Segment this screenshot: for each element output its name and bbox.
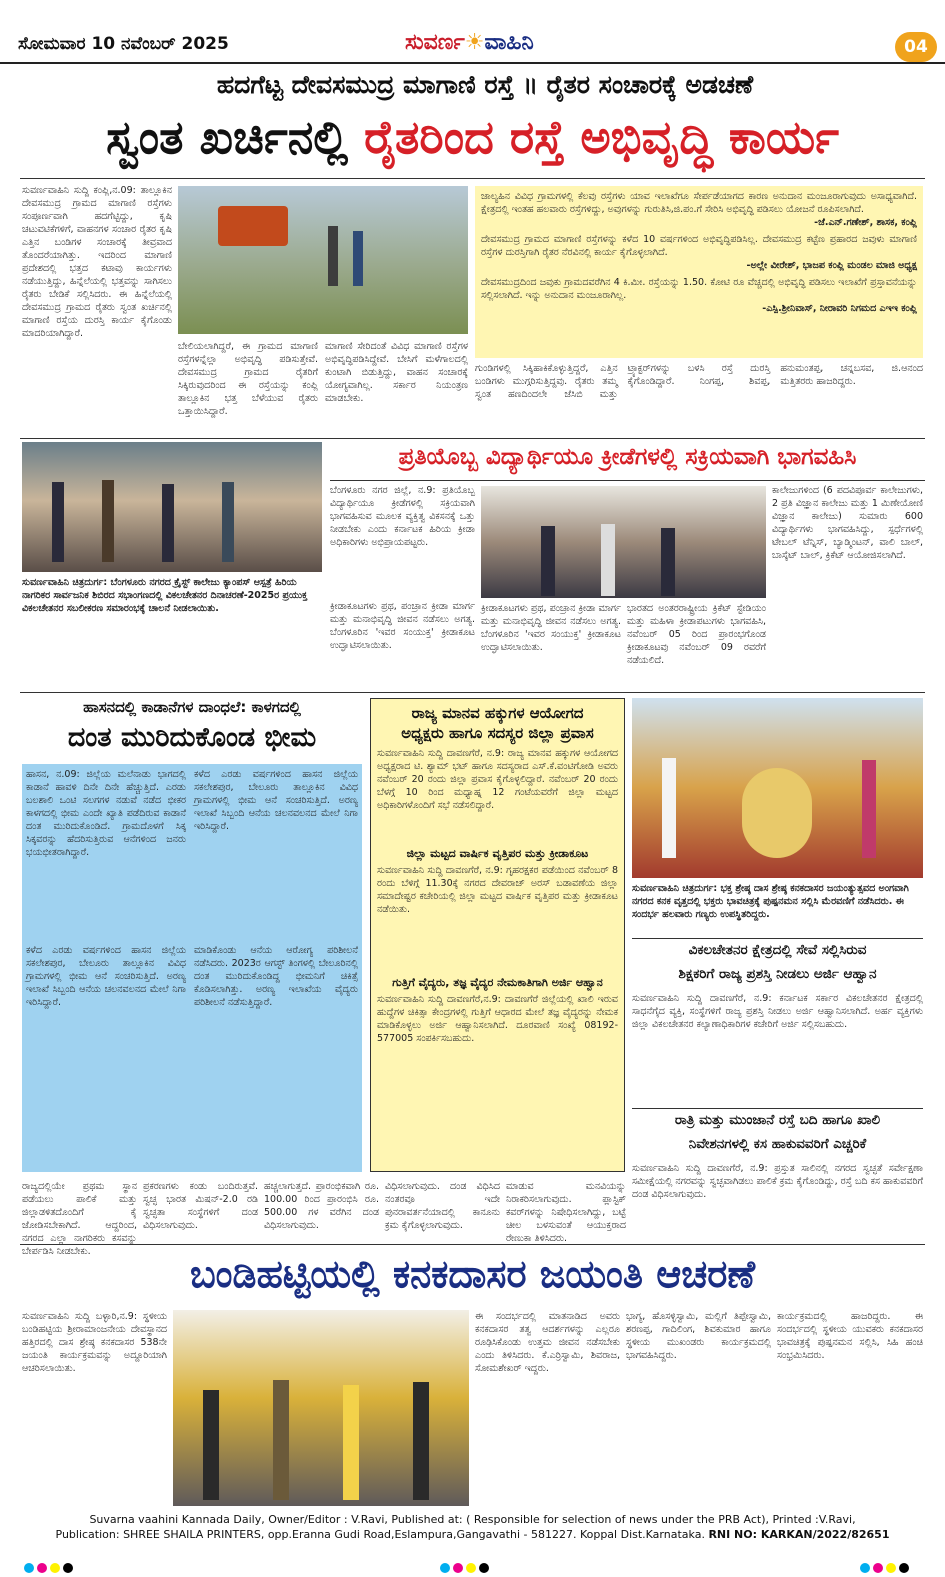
- person-shape: [662, 758, 676, 858]
- quote-srinivas-byline: -ಎಸ್ಪಿ.ಶ್ರೀನಿವಾಸ್, ನೀರಾವರಿ ನಿಗಮದ ಎಇಇ ಕಂಪ್ಲಿ: [762, 303, 917, 314]
- event-photo-lamp-lighting: [22, 442, 322, 572]
- hrc-title-line2: ಅಧ್ಯಕ್ಷರು ಹಾಗೂ ಸದಸ್ಯರ ಜಿಲ್ಲಾ ಪ್ರವಾಸ: [401, 724, 594, 742]
- person-shape: [52, 482, 64, 562]
- divider: [20, 178, 925, 179]
- sports-column-2: ಕಾಲೇಜುಗಳಿಂದ (6 ಪದವಿಪೂರ್ವ ಕಾಲೇಜುಗಳು, 2 ಪ್ರತಿ ವಿಜ್ಞಾನ ಕಾಲೇಜು ಮತ್ತು 1 ಮಿಣೇಯೋಣಿ ವಿಜ್ಞಾನ ಕಾಲೇಜು) ಸುಮಾರು 600 ವಿದ್ಯಾರ್ಥಿಗಳು ಭಾಗವಹಿಸಿದ್ದು, ಸ್ಪರ್ಧೆಗಳಲ್ಲಿ ಟೇಬಲ್ ಟೆನ್ನಿಸ್, ಬ್ಯಾಡ್ಮಿಂಟನ್, ವಾಲಿ ಬಾಲ್, ಬಾಸ್ಕೆಟ್ ಬಾಲ್, ಕ್ರಿಕೆಟ್ ಆಯೋಜಿಸಲಾಗಿದೆ.: [772, 485, 923, 561]
- magenta-dot-icon: [873, 1563, 883, 1573]
- person-shape: [273, 1380, 289, 1500]
- hrc-sports-meet-body: ಸುವರ್ಣವಾಹಿನಿ ಸುದ್ದಿ ದಾವಣಗೆರೆ, ನ.9: ಗೃಹರಕ್ಷಕರ ಪಡೆಯಿಂದ ನವೆಂಬರ್ 8 ರಂದು ಬೆಳಿಗ್ಗೆ 11.30ಕ್ಕೆ ನಗರದ ದೇವರಾಜ್ ಅರಸ್ ಬಡಾವಣೆಯ ಜಿಲ್ಲಾ ಸಮಾದೇಷ್ಟರ ಕಚೇರಿಯಲ್ಲಿ ಜಿಲ್ಲಾ ಮಟ್ಟದ ವಾರ್ಷಿಕ ವೃತ್ತಿಪರ ಮತ್ತು ಕ್ರೀಡಾಕೂಟ ನಡೆಯಿತು.: [377, 865, 618, 915]
- hassan-kicker: ಹಾಸನದಲ್ಲಿ ಕಾಡಾನೆಗಳ ದಾಂಧಲೆ: ಕಾಳಗದಲ್ಲಿ: [83, 698, 301, 716]
- lead-column-1: ಸುವರ್ಣವಾಹಿನಿ ಸುದ್ದಿ ಕಂಪ್ಲಿ,ನ.09: ತಾಲ್ಲೂಕಿನ ದೇವಸಮುದ್ರ ಗ್ರಾಮದ ಮಾಗಾಣಿ ರಸ್ತೆಗಳು ಸಂಪೂರ್ಣವಾಗಿ ಹದಗೆಟ್ಟಿದ್ದು, ಕೃಷಿ ಚಟುವಟಿಕೆಗಳಿಗೆ, ವಾಹನಗಳ ಸಂಚಾರ ರೈತರ ಕೃಷಿ ಎತ್ತಿನ ಬಂಡಿಗಳ ಸಂಚಾರಕ್ಕೆ ತೀವ್ರವಾದ ತೊಂದರೆಯಾಗಿತ್ತು. ಇದರಿಂದ ಮಾಗಾಣಿ ಪ್ರದೇಶದಲ್ಲಿ ಭತ್ತದ ಕಟಾವು ಕಾರ್ಯಗಳು ನಡೆಯುತ್ತಿದ್ದು, ಹಿನ್ನೆಲೆಯಲ್ಲಿ ಭತ್ತವನ್ನು ಸಾಗಿಸಲು ರೈತರು ಬೇಡಿಕೆ ಸಲ್ಲಿಸಿದರು. ಈ ಹಿನ್ನೆಲೆಯಲ್ಲಿ ದೇವಸಮುದ್ರ ಗ್ರಾಮದ ರೈತರು ಸ್ವಂತ ಖರ್ಚಿನಲ್ಲಿ ಮಾಗಾಣಿ ರಸ್ತೆಯ ದುರಸ್ತಿ ಕಾರ್ಯ ಕೈಗೊಂಡು ಮಾದರಿಯಾಗಿದ್ದಾರೆ.: [22, 185, 172, 339]
- imprint-line-2: [0, 1527, 945, 1542]
- black-dot-icon: [899, 1563, 909, 1573]
- lead-column-2: ಮಾಗಾಣಿ ಸೇರಿದಂತೆ ವಿವಿಧ ಮಾಗಾಣಿ ರಸ್ತೆಗಳ ಅಭಿವೃದ್ಧಿಪಡಿಸಿದ್ದೇವೆ. ಬೇಸಿಗೆ ಮಳೆಗಾಲದಲ್ಲಿ ಕುಂಟಾಗಿ ಬಿಡುತ್ತಿದ್ದು, ವಾಹನ ಸಂಚಾರಕ್ಕೆ ಯೋಗ್ಯವಾಗಿಲ್ಲ. ಸರ್ಕಾರ ನಿಯಂತ್ರಣ ಮಾಡಬೇಕು.: [325, 341, 468, 404]
- sports-column-3: ಕ್ರೀಡಾಕೂಟಗಳು ಪ್ರಥ, ಪಂಚ್ರಾನ ಕ್ರೀಡಾ ಮಾರ್ಗ ಮತ್ತು ಮನಾಭಿವೃದ್ಧಿ ಜೀವನ ನಡೆಸಲು ಅಗತ್ಯ. ಬೆಂಗಳೂರಿನ 'ಇವರ ಸಂಯುಕ್ತ' ಕ್ರೀಡಾಕೂಟ ಉದ್ಘಾಟಿಸಲಾಯಿತು.: [481, 603, 621, 653]
- registration-marks-center: [440, 1558, 520, 1570]
- black-dot-icon: [479, 1563, 489, 1573]
- garbage-column-2: ಪ್ರಕರಣಗಳು ಕಂಡು ಬಂದಿರುತ್ತವೆ. ಸ್ವಚ್ಛ ಭಾರತ ಮಿಷನ್-2.0 ರಡಿ ಸ್ವಚ್ಛತಾ ಸಂಸ್ಥೆಗಳಿಗೆ ದಂಡ ವಿಧಿಸಲಾಗುವುದು.: [143, 1181, 258, 1231]
- hrc-doctors-body: ಸುವರ್ಣವಾಹಿನಿ ಸುದ್ದಿ ದಾವಣಗೆರೆ,ನ.9: ದಾವಣಗೆರೆ ಜಿಲ್ಲೆಯಲ್ಲಿ ಖಾಲಿ ಇರುವ ಹುದ್ದೆಗಳ ಚಿಕಿತ್ಸಾ ಕೇಂದ್ರಗಳಲ್ಲಿ ಗುತ್ತಿಗೆ ಆಧಾರದ ಮೇಲೆ ತಜ್ಞ ವೈದ್ಯರನ್ನು ನೇಮಕ ಮಾಡಿಕೊಳ್ಳಲು ಅರ್ಜಿ ಆಹ್ವಾನಿಸಲಾಗಿದೆ. ದೂರವಾಣಿ ಸಂಖ್ಯೆ 08192-577005 ಸಂಪರ್ಕಿಸಬಹುದು.: [377, 994, 618, 1044]
- imprint-publication: Publication: SHREE SHAILA PRINTERS, opp.Eranna Gudi Road,Eslampura,Gangavathi - 581227. Koppal Dist.Karnataka.: [55, 1528, 705, 1541]
- garbage-column-1: ರಾಜ್ಯದಲ್ಲಿಯೇ ಪ್ರಥಮ ಸ್ಥಾನ ಪಡೆಯಲು ಪಾಲಿಕೆ ಮತ್ತು ಜಿಲ್ಲಾಡಳಿತದೊಂದಿಗೆ ಕೈ ಜೋಡಿಸಬೇಕಾಗಿದೆ. ಆದ್ದರಿಂದ, ನಗರದ ಎಲ್ಲಾ ನಾಗರಿಕರು ಕಸವನ್ನು ಬೇರ್ಪಡಿಸಿ ನೀಡಬೇಕು.: [22, 1181, 137, 1257]
- imprint-line-1: Suvarna vaahini Kannada Daily, Owner/Editor : V.Ravi, Published at: ( Responsible for selection of news under the PRB Act), Printed :V.Ravi,: [89, 1513, 856, 1526]
- divider: [632, 1108, 923, 1109]
- lead-kicker: ಹದಗೆಟ್ಟ ದೇವಸಮುದ್ರ ಮಾಗಾಣಿ ರಸ್ತೆ ॥ ರೈತರ ಸಂಚಾರಕ್ಕೆ ಅಡಚಣೆ: [216, 70, 754, 99]
- person-shape: [601, 524, 615, 596]
- registration-marks-right: [860, 1558, 940, 1570]
- sports-photo-inauguration: [481, 486, 766, 598]
- hrc-title-line1: ರಾಜ್ಯ ಮಾನವ ಹಕ್ಕುಗಳ ಆಯೋಗದ: [411, 704, 584, 722]
- hassan-column-1: ಹಾಸನ, ನ.09: ಜಿಲ್ಲೆಯ ಮಲೆನಾಡು ಭಾಗದಲ್ಲಿ ಕಾಡಾನೆ ಹಾವಳಿ ದಿನೇ ದಿನೇ ಹೆಚ್ಚುತ್ತಿದೆ. ಎರಡು ಬಲಶಾಲಿ ಒಂಟಿ ಸಲಗಗಳ ನಡುವೆ ನಡೆದ ಭೀಕರ ಕಾಳಗದಲ್ಲಿ ಭೀಮ ಎಂದೇ ಖ್ಯಾತಿ ಪಡೆದಿರುವ ಕಾಡಾನೆ ದಂತ ಮುರಿದುಕೊಂಡಿದೆ. ಗ್ರಾಮದೊಳಗೆ ಸಿಕ್ಕ ಸಿಕ್ಕವರನ್ನು ಹೆದರಿಸುತ್ತಿರುವ ಆನೆಗಳಿಂದ ಜನರು ಭಯಭೀತರಾಗಿದ್ದಾರೆ.: [26, 769, 186, 858]
- lead-headline-red: ರೈತರಿಂದ ರಸ್ತೆ ಅಭಿವೃದ್ಧಿ ಕಾರ್ಯ: [364, 110, 839, 164]
- award-body: ಸುವರ್ಣವಾಹಿನಿ ಸುದ್ದಿ ದಾವಣಗೆರೆ, ನ.9: ಕರ್ನಾಟಕ ಸರ್ಕಾರ ವಿಕಲಚೇತನರ ಕ್ಷೇತ್ರದಲ್ಲಿ ಸಾಧನೆಗೈದ ವ್ಯಕ್ತಿ, ಸಂಸ್ಥೆಗಳಿಗೆ ರಾಜ್ಯ ಪ್ರಶಸ್ತಿ ನೀಡಲು ಅರ್ಜಿ ಆಹ್ವಾನಿಸಲಾಗಿದೆ. ಅರ್ಹ ವ್ಯಕ್ತಿಗಳು ಜಿಲ್ಲಾ ವಿಕಲಚೇತನರ ಕಲ್ಯಾಣಾಧಿಕಾರಿಗಳ ಕಚೇರಿಗೆ ಅರ್ಜಿ ಸಲ್ಲಿಸಬಹುದು.: [632, 993, 923, 1030]
- kanaka-column-1: ಸುವರ್ಣವಾಹಿನಿ ಸುದ್ದಿ ಬಳ್ಳಾರಿ,ನ.9: ಸ್ಥಳೀಯ ಬಂಡಿಹಟ್ಟಿಯ ಶ್ರೀರಾಮಾಂಜನೇಯ ದೇವಸ್ಥಾನದ ಹತ್ತಿರದಲ್ಲಿ ದಾಸ ಶ್ರೇಷ್ಠ ಕನಕದಾಸರ 538ನೇ ಜಯಂತಿ ಕಾರ್ಯಕ್ರಮವನ್ನು ಅದ್ದೂರಿಯಾಗಿ ಆಚರಿಸಲಾಯಿತು.: [22, 1311, 167, 1374]
- kanaka-jayanti-photo: [173, 1310, 469, 1506]
- person-shape: [102, 480, 114, 562]
- person-shape: [222, 482, 234, 562]
- hassan-column-4: ಮಾಡಿಕೊಂಡು ಆನೆಯ ಆರೋಗ್ಯ ಪರಿಶೀಲನೆ ನಡೆಸಿದರು. 2023ರ ಆಗಸ್ಟ್ ತಿಂಗಳಲ್ಲಿ ಬೇಲೂರಿನಲ್ಲಿ ದಂತ ಮುರಿದುಕೊಂಡಿದ್ದ ಭೀಮನಿಗೆ ಚಿಕಿತ್ಸೆ ಕೊಡಿಸಲಾಗಿತ್ತು. ಅರಣ್ಯ ಇಲಾಖೆಯ ವೈದ್ಯರು ಪರಿಶೀಲನೆ ನಡೆಸುತ್ತಿದ್ದಾರೆ.: [194, 945, 358, 1008]
- registration-marks-left: [24, 1558, 104, 1570]
- person-shape: [541, 526, 555, 596]
- logo-part-suvarna: ಸುವರ್ಣ: [405, 30, 465, 55]
- cyan-dot-icon: [440, 1563, 450, 1573]
- sports-column-1b: ಕ್ರೀಡಾಕೂಟಗಳು ಪ್ರಥ, ಪಂಚ್ರಾನ ಕ್ರೀಡಾ ಮಾರ್ಗ ಮತ್ತು ಮನಾಭಿವೃದ್ಧಿ ಜೀವನ ನಡೆಸಲು ಅಗತ್ಯ. ಬೆಂಗಳೂರಿನ 'ಇವರ ಸಂಯುಕ್ತ' ಕ್ರೀಡಾಕೂಟ ಉದ್ಘಾಟಿಸಲಾಯಿತು.: [330, 601, 475, 651]
- page-number: 04: [895, 32, 937, 62]
- quote-ganesh: ಜಾಲ್ಯಹಿನ ವಿವಿಧ ಗ್ರಾಮಗಳಲ್ಲಿ ಕೆಲವು ರಸ್ತೆಗಳು ಯಾವ ಇಲಾಖೆಗೂ ಸೇರ್ಪಡೆಯಾಗದ ಕಾರಣ ಅನುದಾನ ಮಂಜೂರಾಗುವುದು ಅಸಾಧ್ಯವಾಗಿದೆ. ಕ್ಷೇತ್ರದಲ್ಲಿ ಇಂತಹ ಹಲವಾರು ರಸ್ತೆಗಳಿದ್ದು, ಅವುಗಳನ್ನು ಗುರುತಿಸಿ,ಜಿ.ಪಂ.ಗೆ ಸೇರಿಸಿ ಅಭಿವೃದ್ಧಿ ಪಡಿಸಲು ಯೋಜನೆ ರೂಪಿಸಲಾಗಿದೆ.: [481, 191, 917, 215]
- garbage-column-5: ಮಾಡುವ ಮನವಿಯನ್ನು ನಿರಾಕರಿಸಲಾಗುವುದು. ಪ್ಲಾಸ್ಟಿಕ್ ಕವರ್‌ಗಳನ್ನು ನಿಷೇಧಿಸಲಾಗಿದ್ದು, ಬಟ್ಟೆ ಚೀಲ ಬಳಸುವಂತೆ ಆಯುಕ್ತರಾದ ರೇಣುಕಾ ತಿಳಿಸಿದರು.: [506, 1181, 626, 1244]
- lead-headline-black: ಸ್ವಂತ ಖರ್ಚಿನಲ್ಲಿ: [106, 110, 349, 164]
- hrc-subhead-sports-meet: ಜಿಲ್ಲಾ ಮಟ್ಟದ ವಾರ್ಷಿಕ ವೃತ್ತಿಪರ ಮತ್ತು ಕ್ರೀಡಾಕೂಟ: [406, 847, 589, 860]
- kanaka-procession-photo: [632, 698, 923, 878]
- newspaper-logo: [405, 30, 534, 55]
- hrc-story-box: [370, 698, 625, 1172]
- magenta-dot-icon: [453, 1563, 463, 1573]
- hassan-column-3: ಕಳೆದ ಎರಡು ವರ್ಷಗಳಿಂದ ಹಾಸನ ಜಿಲ್ಲೆಯ ಸಕಲೇಶಪುರ, ಬೇಲೂರು ತಾಲ್ಲೂಕಿನ ವಿವಿಧ ಗ್ರಾಮಗಳಲ್ಲಿ ಭೀಮ ಆನೆ ಸಂಚರಿಸುತ್ತಿದೆ. ಅರಣ್ಯ ಇಲಾಖೆ ಸಿಬ್ಬಂದಿ ಆನೆಯ ಚಲನವಲನದ ಮೇಲೆ ನಿಗಾ ಇರಿಸಿದ್ದಾರೆ.: [26, 945, 186, 1008]
- award-title-line1: ವಿಕಲಚೇತನರ ಕ್ಷೇತ್ರದಲ್ಲಿ ಸೇವೆ ಸಲ್ಲಿಸಿರುವ: [688, 942, 867, 958]
- masthead: [0, 30, 945, 64]
- logo-part-vahini: ವಾಹಿನಿ: [484, 30, 534, 55]
- yellow-dot-icon: [466, 1563, 476, 1573]
- black-dot-icon: [63, 1563, 73, 1573]
- yellow-dot-icon: [886, 1563, 896, 1573]
- person-shape: [353, 231, 363, 286]
- rni-number: RNI NO: KARKAN/2022/82651: [708, 1528, 890, 1541]
- excavator-shape: [218, 206, 288, 246]
- cyan-dot-icon: [24, 1563, 34, 1573]
- sports-headline: ಪ್ರತಿಯೊಬ್ಬ ವಿದ್ಯಾರ್ಥಿಯೂ ಕ್ರೀಡೆಗಳಲ್ಲಿ ಸಕ್ರಿಯವಾಗಿ ಭಾಗವಹಿಸಿ: [398, 444, 857, 470]
- lead-photo-caption-column: ಬೇಲಿಯಲಾಗಿದ್ದರೆ, ಈ ಗ್ರಾಮದ ಮಾಗಾಣಿ ರಸ್ತೆಗಳನ್ನೆಲ್ಲಾ ಅಭಿವೃದ್ಧಿ ಪಡಿಸುತ್ತೇವೆ. ದೇವಸಮುದ್ರ ಗ್ರಾಮದ ರೈತರಿಗೆ ಸಿಕ್ಕಿರುವುದರಿಂದ ಈ ರಸ್ತೆಯನ್ನು ಕಂಪ್ಲಿ ತಾಲ್ಲೂಕಿನ ಭತ್ತ ಬೆಳೆಯುವ ರೈತರು ಒತ್ತಾಯಿಸಿದ್ದಾರೆ.: [178, 341, 318, 417]
- divider: [20, 438, 925, 439]
- garland-shape: [742, 768, 812, 858]
- lead-photo-excavator: [178, 186, 468, 334]
- hrc-subhead-doctors: ಗುತ್ತಿಗೆ ವೈದ್ಯರು, ತಜ್ಞ ವೈದ್ಯರ ನೇಮಕಾತಿಗಾಗಿ ಅರ್ಜಿ ಆಹ್ವಾನ: [392, 976, 603, 989]
- divider: [632, 938, 923, 939]
- person-shape: [162, 484, 174, 562]
- divider: [20, 1244, 925, 1245]
- person-shape: [203, 1390, 219, 1500]
- quotes-box: [475, 186, 923, 358]
- quote-srinivas: ದೇವಸಮುದ್ರದಿಂದ ಜವುಕು ಗ್ರಾಮದವರೆಗಿನ 4 ಕಿ.ಮೀ. ರಸ್ತೆಯನ್ನು 1.50. ಕೋಟಿ ರೂ ವೆಚ್ಚದಲ್ಲಿ ಅಭಿವೃದ್ಧಿ ಪಡಿಸಲು ಇಲಾಖೆಗೆ ಪ್ರಸ್ತಾವನೆಯನ್ನು ಸಲ್ಲಿಸಲಾಗಿದೆ. ಇನ್ನು ಅನುದಾನ ಮಂಜೂರಾಗಿಲ್ಲ.: [481, 277, 917, 301]
- garbage-title-line1: ರಾತ್ರಿ ಮತ್ತು ಮುಂಜಾನೆ ರಸ್ತೆ ಬದಿ ಹಾಗೂ ಖಾಲಿ: [674, 1112, 881, 1128]
- garbage-title-line2: ನಿವೇಶನಗಳಲ್ಲಿ ಕಸ ಹಾಕುವವರಿಗೆ ಎಚ್ಚರಿಕೆ: [688, 1136, 867, 1152]
- sun-icon: ☀: [464, 30, 485, 55]
- person-shape: [343, 1385, 359, 1500]
- magenta-dot-icon: [37, 1563, 47, 1573]
- kanaka-photo-caption: ಸುವರ್ಣವಾಹಿನಿ ಚಿತ್ರದುರ್ಗ: ಭಕ್ತ ಶ್ರೇಷ್ಠ ದಾಸ ಶ್ರೇಷ್ಠ ಕನಕದಾಸರ ಜಯಂತ್ಯುತ್ಸವದ ಅಂಗವಾಗಿ ನಗರದ ಕನಕ ವೃತ್ತದಲ್ಲಿ ಭಕ್ತರು ಭಾವಚಿತ್ರಕ್ಕೆ ಪುಷ್ಪನಮನ ಸಲ್ಲಿಸಿ ಮೆರವಣಿಗೆ ನಡೆಸಿದರು. ಈ ಸಂದರ್ಭ ಹಲವಾರು ಗಣ್ಯರು ಉಪಸ್ಥಿತರಿದ್ದರು.: [632, 883, 909, 920]
- issue-date: ಸೋಮವಾರ 10 ನವೆಂಬರ್ 2025: [18, 34, 229, 54]
- quote-ganesh-byline: -ಜೆ.ಎನ್.ಗಣೇಶ್, ಶಾಸಕ, ಕಂಪ್ಲಿ: [814, 217, 917, 228]
- garbage-column-4: ವಿಧಿಸಲಾಗುವುದು. ದಂಡ ವಿಧಿಸಿದ ನಂತರವೂ ಇದೇ ಪುನರಾವರ್ತನೆಯಾದಲ್ಲಿ ಕಾನೂನು ಕ್ರಮ ಕೈಗೊಳ್ಳಲಾಗುವುದು.: [385, 1181, 500, 1231]
- lead-headline: [20, 110, 925, 166]
- quote-veeresh-byline: -ಅಲ್ಲೇ ವೀರೇಶ್, ಭಾಜಪ ಕಂಪ್ಲಿ ಮಂಡಲ ಮಾಜಿ ಅಧ್ಯಕ್ಷ: [746, 260, 917, 271]
- quote-veeresh: ದೇವಸಮುದ್ರ ಗ್ರಾಮದ ಮಾಗಾಣಿ ರಸ್ತೆಗಳನ್ನು ಕಳೆದ 10 ವರ್ಷಗಳಿಂದ ಅಭಿವೃದ್ಧಿಪಡಿಸಿಲ್ಲ. ದೇವಸಮುದ್ರ ಕಟ್ಟೆಣ ಪ್ರಹಾರದ ಜವುಳು ಮಾಗಾಣಿ ರಸ್ತೆಗಳ ದುರಸ್ತಿಗಾಗಿ ರೈತರ ನೆರವಿನಲ್ಲಿ ಕಾರ್ಯ ಕೈಗೊಳ್ಳಲಾಗಿದೆ.: [481, 234, 917, 258]
- sports-column-1: ಬೆಂಗಳೂರು ನಗರ ಜಿಲ್ಲೆ, ನ.9: ಪ್ರತಿಯೊಬ್ಬ ವಿದ್ಯಾರ್ಥಿಯೂ ಕ್ರೀಡೆಗಳಲ್ಲಿ ಸಕ್ರಿಯವಾಗಿ ಭಾಗವಹಿಸುವ ಮೂಲಕ ವ್ಯಕ್ತಿತ್ವ ವಿಕಸನಕ್ಕೆ ಒತ್ತು ನೀಡಬೇಕು ಎಂದು ಕರ್ನಾಟಕ ಹಿರಿಯ ಕ್ರೀಡಾ ಅಧಿಕಾರಿಗಳು ಅಭಿಪ್ರಾಯಪಟ್ಟರು.: [330, 485, 475, 548]
- garbage-column-3: ಹಚ್ಚಲಾಗುತ್ತದೆ. ಪ್ರಾರಂಭಿಕವಾಗಿ ರೂ. 100.00 ರಿಂದ ಪ್ರಾರಂಭಿಸಿ ರೂ. 500.00 ಗಳ ವರೆಗಿನ ದಂಡ ವಿಧಿಸಲಾಗುವುದು.: [264, 1181, 379, 1231]
- kanaka-jayanti-headline: ಬಂಡಿಹಟ್ಟಿಯಲ್ಲಿ ಕನಕದಾಸರ ಜಯಂತಿ ಆಚರಣೆ: [189, 1252, 756, 1296]
- divider: [330, 480, 925, 481]
- award-title-line2: ಶಿಕ್ಷಕರಿಗೆ ರಾಜ್ಯ ಪ್ರಶಸ್ತಿ ನೀಡಲು ಅರ್ಜಿ ಆಹ್ವಾನ: [678, 966, 877, 982]
- cyan-dot-icon: [860, 1563, 870, 1573]
- lead-column-right: ಗುಂಡಿಗಳಲ್ಲಿ ಸಿಕ್ಕಿಹಾಕಿಕೊಳ್ಳುತ್ತಿದ್ದರೆ, ಎತ್ತಿನ ಬಂಡಿಗಳು ಮುಗ್ಗರಿಸುತ್ತಿದ್ದವು. ರೈತರು ತಮ್ಮ ಸ್ವಂತ ಹಣದಿಂದಲೇ ಜೆಸಿಬಿ ಮತ್ತು ಟ್ರ್ಯಾಕ್ಟರ್‌ಗಳನ್ನು ಬಳಸಿ ರಸ್ತೆ ದುರಸ್ತಿ ಕೈಗೊಂಡಿದ್ದಾರೆ. ನಿಂಗಪ್ಪ, ಶಿವಪ್ಪ, ಹನುಮಂತಪ್ಪ, ಚನ್ನಬಸವ, ಜಿ.ಆನಂದ ಮತ್ತಿತರರು ಹಾಜರಿದ್ದರು.: [475, 363, 923, 400]
- sports-column-4: ಭಾರತದ ಅಂತರರಾಷ್ಟ್ರೀಯ ಕ್ರಿಕೆಟ್ ಸ್ಟೇಡಿಯಂ ಮತ್ತು ಮಹಿಳಾ ಕ್ರೀಡಾಪಟುಗಳು ಭಾಗವಹಿಸಿ, ನವೆಂಬರ್ 05 ರಿಂದ ಪ್ರಾರಂಭಗೊಂಡ ಕ್ರೀಡಾಕೂಟವು ನವೆಂಬರ್ 09 ರವರೆಗೆ ನಡೆಯಲಿದೆ.: [627, 603, 766, 666]
- divider: [20, 692, 925, 693]
- imprint-footer: [0, 1512, 945, 1562]
- kanaka-column-4: ಕಾರ್ಯಕ್ರಮದಲ್ಲಿ ಹಾಜರಿದ್ದರು. ಈ ಸಂದರ್ಭದಲ್ಲಿ ಸ್ಥಳೀಯ ಯುವಕರು ಕನಕದಾಸರ ಭಾವಚಿತ್ರಕ್ಕೆ ಪುಷ್ಪನಮನ ಸಲ್ಲಿಸಿ, ಸಿಹಿ ಹಂಚಿ ಸಂಭ್ರಮಿಸಿದರು.: [777, 1311, 923, 1361]
- hrc-body: ಸುವರ್ಣವಾಹಿನಿ ಸುದ್ದಿ ದಾವಣಗೆರೆ, ನ.9: ರಾಜ್ಯ ಮಾನವ ಹಕ್ಕುಗಳ ಆಯೋಗದ ಅಧ್ಯಕ್ಷರಾದ ಟಿ. ಶ್ಯಾಮ್ ಭಟ್ ಹಾಗೂ ಸದಸ್ಯರಾದ ಎಸ್.ಕೆ.ವಂಟಿಗೋಡಿ ಅವರು ನವೆಂಬರ್ 20 ರಂದು ಜಿಲ್ಲಾ ಪ್ರವಾಸ ಕೈಗೊಳ್ಳಲಿದ್ದಾರೆ. ನವೆಂಬರ್ 20 ರಂದು ಬೆಳಗ್ಗೆ 10 ರಿಂದ ಮಧ್ಯಾಹ್ನ 12 ಗಂಟೆಯವರೆಗೆ ಜಿಲ್ಲಾ ಮಟ್ಟದ ಅಧಿಕಾರಿಗಳೊಂದಿಗೆ ಸಭೆ ನಡೆಸಲಿದ್ದಾರೆ.: [377, 748, 618, 811]
- person-shape: [413, 1382, 429, 1500]
- kanaka-column-3: ಭಾಗ್ಯ, ಹೊಸಳ್ಳಿಸ್ವಾಮಿ, ಮಲ್ಲಿಗೆ ತಿಪ್ಪೇಸ್ವಾಮಿ, ಶರಣಪ್ಪ, ಗಾದಿಲಿಂಗ, ಶಿವಕುಮಾರ ಹಾಗೂ ಸ್ಥಳೀಯ ಮುಖಂಡರು ಕಾರ್ಯಕ್ರಮದಲ್ಲಿ ಭಾಗವಹಿಸಿದ್ದರು.: [626, 1311, 771, 1361]
- hassan-story-box: [22, 764, 362, 1172]
- kanaka-column-2: ಈ ಸಂದರ್ಭದಲ್ಲಿ ಮಾತನಾಡಿದ ಅವರು ಕನಕದಾಸರ ತತ್ವ ಆದರ್ಶಗಳನ್ನು ಎಲ್ಲರೂ ರೂಢಿಸಿಕೊಂಡು ಉತ್ತಮ ಜೀವನ ನಡೆಸಬೇಕು ಎಂದು ತಿಳಿಸಿದರು. ಕೆ.ಎರ್ರಿಸ್ವಾಮಿ, ಶಿವರಾಜ, ಸೋಮಶೇಖರ್ ಇದ್ದರು.: [475, 1311, 620, 1374]
- person-shape: [862, 760, 876, 858]
- yellow-dot-icon: [50, 1563, 60, 1573]
- garbage-body: ಸುವರ್ಣವಾಹಿನಿ ಸುದ್ದಿ ದಾವಣಗೆರೆ, ನ.9: ಪ್ರಸ್ತುತ ಸಾಲಿನಲ್ಲಿ ನಗರದ ಸ್ವಚ್ಛತೆ ಸರ್ವೇಕ್ಷಣಾ ಸಮೀಕ್ಷೆಯಲ್ಲಿ ನಗರವನ್ನು ಸ್ವಚ್ಛವಾಗಿಡಲು ಪಾಲಿಕೆ ಕ್ರಮ ಕೈಗೊಂಡಿದ್ದು, ರಸ್ತೆ ಬದಿ ಕಸ ಹಾಕುವವರಿಗೆ ದಂಡ ವಿಧಿಸಲಾಗುವುದು.: [632, 1163, 923, 1200]
- hassan-column-2: ಕಳೆದ ಎರಡು ವರ್ಷಗಳಿಂದ ಹಾಸನ ಜಿಲ್ಲೆಯ ಸಕಲೇಶಪುರ, ಬೇಲೂರು ತಾಲ್ಲೂಕಿನ ವಿವಿಧ ಗ್ರಾಮಗಳಲ್ಲಿ ಭೀಮ ಆನೆ ಸಂಚರಿಸುತ್ತಿದೆ. ಅರಣ್ಯ ಇಲಾಖೆ ಸಿಬ್ಬಂದಿ ಆನೆಯ ಚಲನವಲನದ ಮೇಲೆ ನಿಗಾ ಇರಿಸಿದ್ದಾರೆ.: [194, 769, 358, 832]
- event-photo-caption: ಸುವರ್ಣವಾಹಿನಿ ಚಿತ್ರದುರ್ಗ: ಬೆಂಗಳೂರು ನಗರದ ಕ್ರೈಸ್ಟ್ ಕಾಲೇಜು ಕ್ಯಾಂಪಸ್ ಆಸ್ಪತ್ರೆ ಹಿರಿಯ ನಾಗರಿಕರ ಸಾರ್ವಜನಿಕ ಶಿಬಿರದ ಸಭಾಂಗಣದಲ್ಲಿ ವಿಕಲಚೇತನರ ದಿನಾಚರಣೆ-2025ರ ಪ್ರಯುಕ್ತ ವಿಕಲಚೇತನರ ಸಬಲೀಕರಣ ಸಮಾರಂಭಕ್ಕೆ ಚಾಲನೆ ನೀಡಲಾಯಿತು.: [22, 577, 308, 614]
- person-shape: [661, 528, 675, 596]
- person-shape: [328, 226, 338, 286]
- hassan-headline: ದಂತ ಮುರಿದುಕೊಂಡ ಭೀಮ: [67, 722, 317, 753]
